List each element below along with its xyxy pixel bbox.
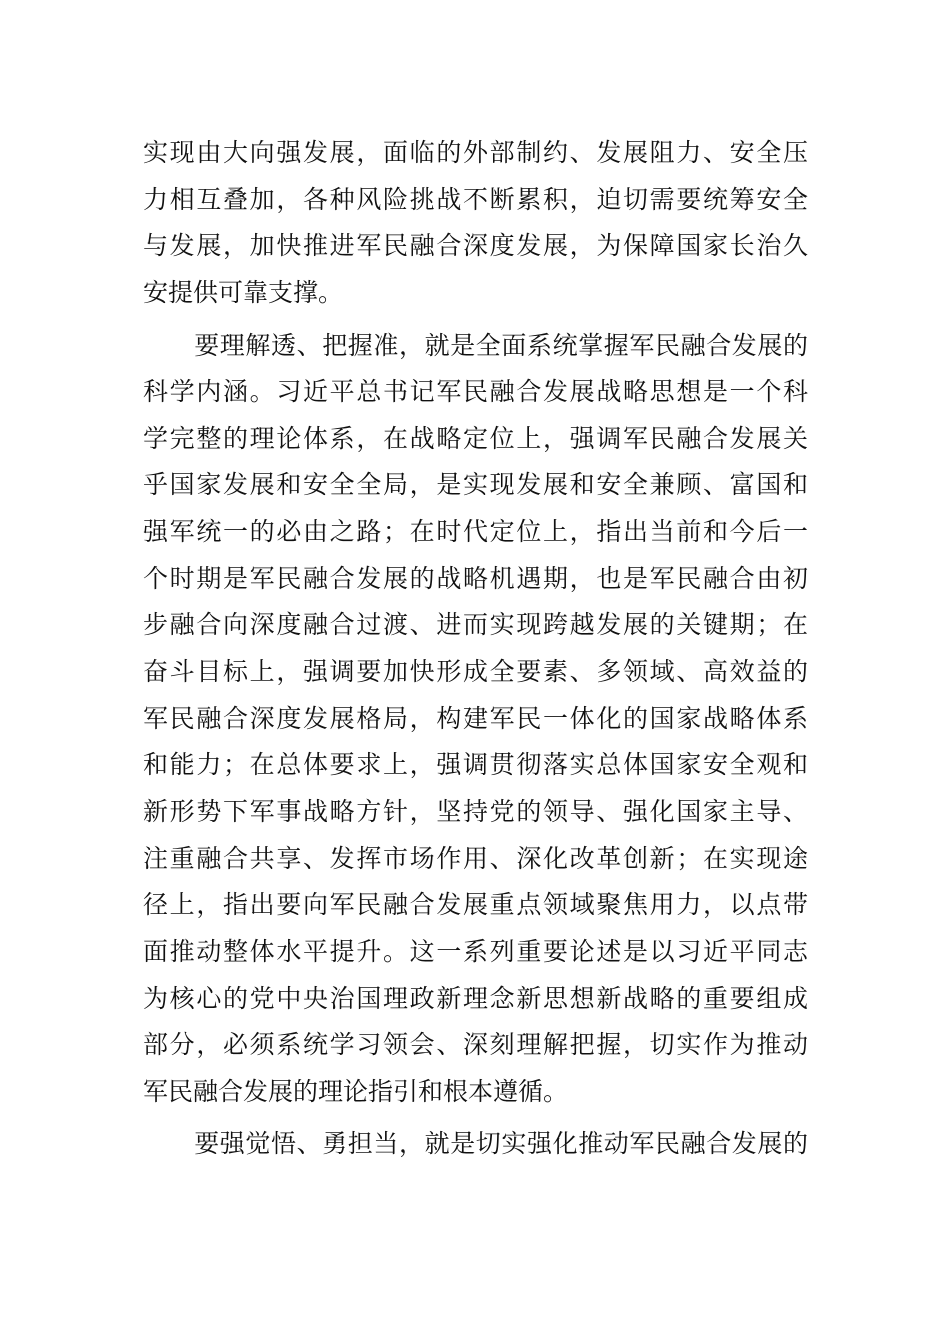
text-line: 军民融合深度发展格局，构建军民一体化的国家战略体系: [143, 703, 808, 733]
text-line: 和能力；在总体要求上，强调贯彻落实总体国家安全观和: [143, 750, 808, 780]
text-line: 科学内涵。习近平总书记军民融合发展战略思想是一个科: [143, 377, 808, 407]
paragraph: [143, 1121, 808, 1168]
text-line: 步融合向深度融合过渡、进而实现跨越发展的关键期；在: [143, 610, 808, 640]
text-line: 部分，必须系统学习领会、深刻理解把握，切实作为推动: [143, 1030, 808, 1060]
text-line: 径上，指出要向军民融合发展重点领域聚焦用力，以点带: [143, 890, 808, 920]
text-line: 为核心的党中央治国理政新理念新思想新战略的重要组成: [143, 983, 808, 1013]
text-line: 与发展，加快推进军民融合深度发展，为保障国家长治久: [143, 231, 808, 261]
text-line: 力相互叠加，各种风险挑战不断累积，迫切需要统筹安全: [143, 184, 808, 214]
text-line: 学完整的理论体系，在战略定位上，强调军民融合发展关: [143, 423, 808, 453]
text-line: 注重融合共享、发挥市场作用、深化改革创新；在实现途: [143, 843, 808, 873]
text-line: 要强觉悟、勇担当，就是切实强化推动军民融合发展的: [143, 1129, 808, 1159]
text-line: 实现由大向强发展，面临的外部制约、发展阻力、安全压: [143, 138, 808, 167]
text-line: 面推动整体水平提升。这一系列重要论述是以习近平同志: [143, 936, 808, 966]
document-body: [143, 130, 808, 1168]
text-line: 奋斗目标上，强调要加快形成全要素、多领域、高效益的: [143, 657, 808, 687]
text-line: 要理解透、把握准，就是全面系统掌握军民融合发展的: [143, 330, 808, 360]
text-line: 乎国家发展和安全全局，是实现发展和安全兼顾、富国和: [143, 470, 808, 500]
paragraph: [143, 323, 808, 1116]
text-line: 新形势下军事战略方针，坚持党的领导、强化国家主导、: [143, 796, 808, 826]
text-line: 个时期是军民融合发展的战略机遇期，也是军民融合由初: [143, 563, 808, 593]
paragraph: [143, 130, 808, 317]
text-line: 安提供可靠支撑。: [143, 277, 344, 307]
text-line: 强军统一的必由之路；在时代定位上，指出当前和今后一: [143, 517, 808, 547]
text-line: 军民融合发展的理论指引和根本遵循。: [143, 1076, 569, 1106]
